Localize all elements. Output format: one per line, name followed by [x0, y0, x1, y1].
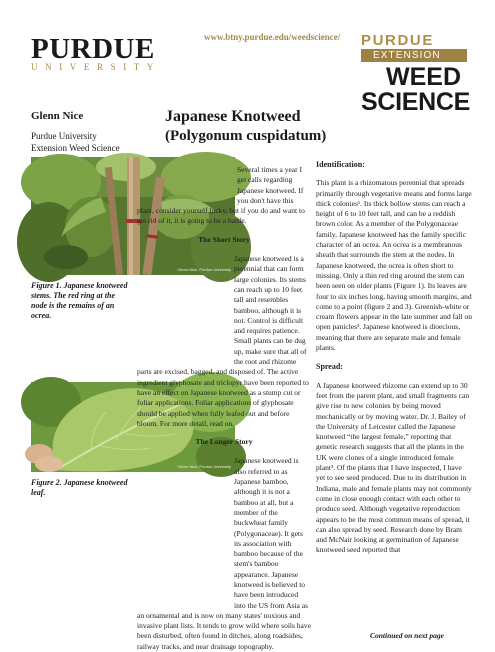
affiliation-line-2: Extension Weed Science [31, 143, 120, 153]
article-subtitle: (Polygonum cuspidatum) [165, 128, 327, 144]
intro-paragraph: Several times a year I get calls regarding Japanese knotweed. If you don't have this plant, consider yourself lucky, but if you do and want to get rid of it, it is going to be a battle. [137, 165, 305, 226]
purdue-wordmark: PURDUE [31, 33, 155, 65]
photo1-credit: Glenn Nice, Purdue University [177, 267, 231, 272]
middle-column [137, 165, 311, 652]
longer-story-paragraph: Japanese knotweed is also referred to as Japanese bamboo, although it is not a bamboo at all, but a member of the buckwheat family (Polygonaceae). It gets its association with bamboo because of the stem's bamboo appearance. Japanese knotweed is believed to have been introduced into the US from Asia as an ornamental and is now on many states' noxious and invasive plant lists. It tends to grow wild where soils have been disturbed, often found in ditches, along roadsides, railway tracks, and near drainage topography. [137, 456, 311, 651]
right-column [316, 160, 472, 556]
continued-note: Continued on next page [370, 631, 444, 640]
figure2-caption: Figure 2. Japanese knotweed leaf. [31, 478, 128, 497]
spread-heading: Spread: [316, 362, 343, 372]
identification-paragraph: This plant is a rhizomatous perennial that spreads primarily through vegetative means and forms large thick colonies¹. Its thick hollow stems can reach a height of 6 to 10 feet tall, and can be a reddish brown color. As a member of the Polygonaceae family, Japanese knotweed has the family specific character of an ocrea. An ocrea is a membranous sheath that surrounds the stem at the nodes. In Japanese knotweed, the ocrea is often short to missing. Only a thin red ring around the stem can been seen on older plants (Figure 1). Its leaves are four to six inches long, having smooth margins, and come to a point (figure 2 and 3). Greenish-white or cream flowers appear in the late summer and fall on open panicles². Japanese knotweed is dioecious, meaning that there are separate male and female plants. [316, 178, 472, 353]
university-wordmark: UNIVERSITY [31, 62, 161, 72]
logo-science: SCIENCE [361, 88, 471, 116]
author-name: Glenn Nice [31, 110, 84, 122]
logo-weed: WEED [386, 63, 461, 91]
short-story-heading: The Short Story [198, 234, 250, 244]
short-story-paragraph: Japanese knotweed is a perennial that can form large colonies. Its stems can reach up to 10 feet tall and resembles bamboo, although it is not. Control is difficult and requires patience. Small plants can be dug up, make sure that all of the root and rhizome parts are excised, bagged, and disposed of. The active ingredient glyphosate and triclopyr have been reported to have an effect on Japanese knotweed as a stump cut or foliar applications. Foliar applications of glyphosate should be applied when fully leafed out and before bloom. For more detail, read on. [137, 254, 309, 428]
article-title: Japanese Knotweed [165, 108, 301, 125]
logo-extension: EXTENSION [361, 49, 467, 62]
spread-paragraph: A Japanese knotweed rhizome can extend up to 30 feet from the parent plant, and small fragments can give rise to new colonies by being moved mechanically or by moving water. Dr. J. Bailey of the University of Leicester called the Japanese knotweed “the largest female,” reporting that genetic research suggests that all the plants in the UK were clones of a single introduced female plant³. Of the plants that I have inspected, I have yet to see seed produced. Due to its distribution in Indiana, male and female plants may not commonly come in close enough contact with each other to produce seed. Although vegetative reproduction appears to be the most common means of spread, it can also spread by seed. Research done by Bram and McNair looking at germination of Japanese knotweed seed reported that [316, 380, 472, 555]
affiliation-line-1: Purdue University [31, 131, 97, 141]
photo2-credit: Glenn Nice, Purdue University [177, 464, 231, 469]
author-affiliation [31, 130, 120, 154]
identification-heading: Identification: [316, 160, 365, 169]
website-url[interactable]: www.btny.purdue.edu/weedscience/ [204, 32, 341, 42]
longer-story-heading: The Longer Story [195, 437, 253, 447]
extension-weed-science-logo [361, 32, 471, 116]
logo-purdue: PURDUE [361, 32, 434, 49]
figure1-caption: Figure 1. Japanese knotweed stems. The red ring at the node is the remains of an ocrea. [31, 281, 128, 320]
